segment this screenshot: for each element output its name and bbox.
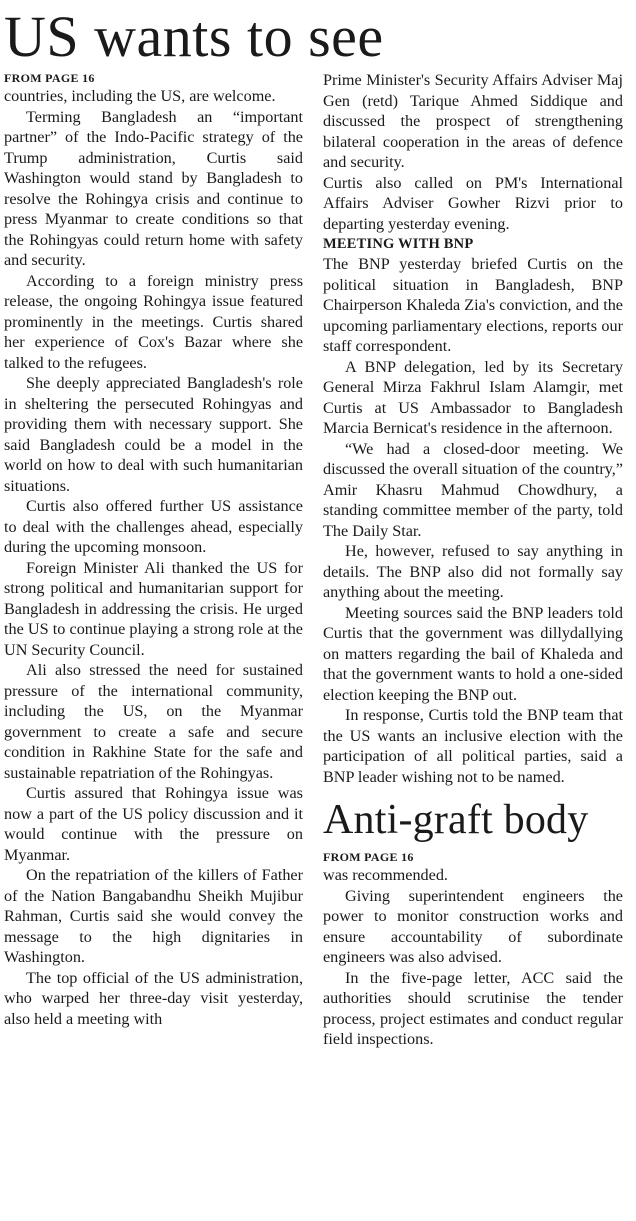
article-paragraph: countries, including the US, are welcome.	[4, 87, 276, 105]
article-paragraph: He, however, refused to say anything in details. The BNP also did not formally say anything about the meeting.	[323, 542, 623, 601]
article-paragraph: was recommended.	[323, 866, 448, 884]
second-headline: Anti-graft body	[323, 797, 589, 843]
article-paragraph: Curtis assured that Rohingya issue was now a part of the US policy discussion and it would continue with the pressure on Myanmar.	[4, 784, 303, 864]
article-paragraph: “We had a closed-door meeting. We discussed the overall situation of the country,” Amir Khasru Mahmud Chowdhury, a standing committee member of the party, told The Daily Star.	[323, 439, 623, 540]
main-headline: US wants to see	[4, 4, 384, 69]
article-paragraph: Prime Minister's Security Affairs Adviser Maj Gen (retd) Tarique Ahmed Siddique and discussed the prospect of strengthening bilateral cooperation in the areas of defence and security.	[323, 71, 623, 171]
article-paragraph: The BNP yesterday briefed Curtis on the political situation in Bangladesh, BNP Chairperson Khaleda Zia's conviction, and the upcoming parliamentary elections, reports our staff correspondent.	[323, 255, 623, 355]
article-paragraph: The top official of the US administration, who warped her three-day visit yesterday, also held a meeting with	[4, 968, 303, 1028]
section-subhead: MEETING WITH BNP	[323, 236, 474, 252]
article-paragraph: Terming Bangladesh an “important partner” of the Indo-Pacific strategy of the Trump administration, Curtis said Washington would stand by Bangladesh to resolve the Rohingya crisis and continue to press Myanmar to create conditions so that the Rohingyas could return home with safety and security.	[4, 107, 303, 269]
article-paragraph: Curtis also called on PM's International Affairs Adviser Gowher Rizvi prior to departing yesterday evening.	[323, 173, 623, 233]
article-paragraph: Giving superintendent engineers the power to monitor construction works and ensure accountability of subordinate engineers was also advised.	[323, 886, 623, 966]
article-paragraph: According to a foreign ministry press release, the ongoing Rohingya issue featured prominently in the meetings. Curtis shared her experience of Cox's Bazar where she talked to the refugees.	[4, 271, 303, 372]
left-column	[4, 70, 303, 1029]
article-paragraph: In response, Curtis told the BNP team that the US wants an inclusive election with the participation of all political parties, said a BNP leader wishing not to be named.	[323, 706, 623, 786]
article-paragraph: Meeting sources said the BNP leaders told Curtis that the government was dillydallying on matters regarding the bail of Khaleda and that the government wants to hold a one-sided election keeping the BNP out.	[323, 603, 623, 704]
article-paragraph: Foreign Minister Ali thanked the US for strong political and humanitarian support for Bangladesh in addressing the crisis. He urged the US to continue playing a strong role at the UN Security Council.	[4, 558, 303, 659]
second-dateline: FROM PAGE 16	[323, 850, 414, 864]
main-dateline: FROM PAGE 16	[4, 71, 95, 85]
article-paragraph: Curtis also offered further US assistance to deal with the challenges ahead, especially during the upcoming monsoon.	[4, 497, 303, 556]
article-paragraph: In the five-page letter, ACC said the authorities should scrutinise the tender process, project estimates and conduct regular field inspections.	[323, 968, 623, 1048]
article-paragraph: On the repatriation of the killers of Father of the Nation Bangabandhu Sheikh Mujibur Rahman, Curtis said she would convey the message to the high dignitaries in Washington.	[4, 866, 303, 966]
right-column	[323, 70, 623, 1050]
article-paragraph: A BNP delegation, led by its Secretary General Mirza Fakhrul Islam Alamgir, met Curtis at US Ambassador to Bangladesh Marcia Bernicat's residence in the afternoon.	[323, 357, 623, 437]
article-paragraph: Ali also stressed the need for sustained pressure of the international community, including the US, on the Myanmar government to create a safe and secure condition in Rakhine State for the safe and sustainable repatriation of the Rohingyas.	[4, 661, 303, 782]
article-paragraph: She deeply appreciated Bangladesh's role in sheltering the persecuted Rohingyas and providing them with necessary support. She said Bangladesh could be a model in the world on how to deal with such humanitarian situations.	[4, 374, 303, 495]
